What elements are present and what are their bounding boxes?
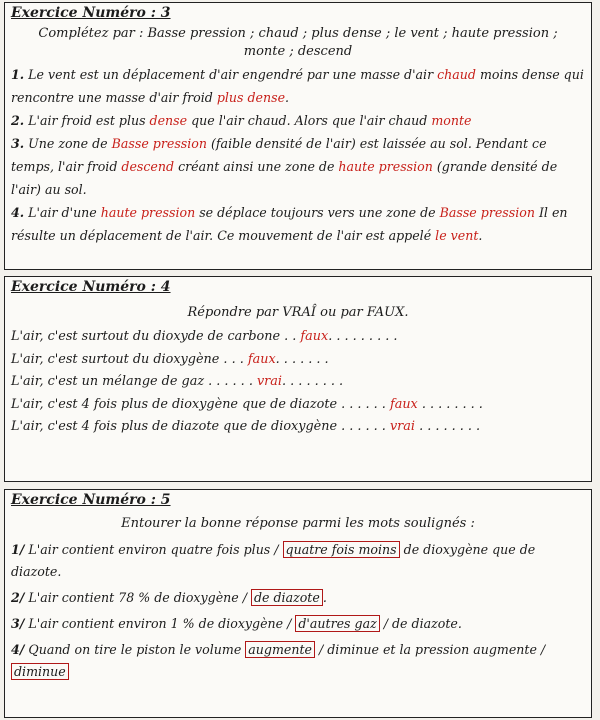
circled-answer: diminue [11,663,69,680]
statement-text: L'air, c'est surtout du dioxygène . . . [11,351,248,367]
answer-word: vrai [389,419,416,434]
exercise-4-title: Exercice Numéro : 4 [11,279,171,295]
sentence-4 [11,201,585,247]
true-false-row [11,394,585,417]
choice-sentence-3 [11,613,585,635]
answer-word: Basse pression [111,136,207,151]
statement-text: L'air, c'est 4 fois plus de dioxygène que de diazote . . . . . . [11,396,390,412]
sentence-3 [11,132,585,201]
sentence-text: (grande densité de l'air) au sol. [11,159,558,197]
statement-text: L'air, c'est 4 fois plus de diazote que de dioxygène . . . . . . [11,419,390,434]
true-false-row [11,326,585,349]
exercise-3-title: Exercice Numéro : 3 [11,5,171,21]
answer-word: faux [389,396,418,412]
answer-word: dense [149,113,188,128]
sentence-number: 3/ [11,616,25,631]
sentence-text: Quand on tire le piston le volume [24,642,246,657]
sentence-number: 2/ [11,590,25,605]
exercise-3-instruction [11,25,585,61]
choice-sentence-2 [11,587,585,609]
sentence-text: se déplace toujours vers une zone de [195,205,440,220]
sentence-text: que l'air chaud. Alors que l'air chaud [187,113,432,128]
sentence-text: L'air contient environ 1 % de dioxygène / [24,616,296,631]
sentence-text: Il en résulte un déplacement de l'air. Ce mouvement de l'air est appelé [11,205,568,243]
circled-answer: de diazote [251,589,323,606]
choice-sentence-4 [11,639,585,683]
sentence-text: L'air contient 78 % de dioxygène / [24,590,251,605]
sentence-text: (faible densité de l'air) est laissée au sol. Pendant ce temps, l'air froid [11,136,547,174]
statement-text: L'air, c'est surtout du dioxyde de carbone . . [11,329,301,344]
answer-word: chaud [437,67,476,82]
instruction-line-2: monte ; descend [243,44,353,59]
sentence-text: / diminue et la pression augmente / [314,642,546,657]
sentence-number: 1. [11,67,25,82]
answer-word: haute pression [338,159,433,174]
true-false-row [11,349,585,372]
true-false-row [11,416,585,439]
sentence-number: 1/ [11,542,25,557]
sentence-number: 3. [11,136,25,151]
answer-word: monte [431,113,472,128]
answer-word: plus dense [216,90,286,105]
exercise-3-box [4,2,592,270]
answer-dots: . . . . . . . . [415,419,481,434]
sentence-1 [11,63,585,109]
sentence-text: L'air froid est plus [24,113,150,128]
sentence-2 [11,109,585,132]
sentence-text: créant ainsi une zone de [174,159,339,174]
answer-word: Basse pression [439,205,535,220]
true-false-row [11,371,585,394]
exercise-5-instruction: Entourer la bonne réponse parmi les mots soulignés : [121,516,475,531]
answer-dots: . . . . . . . [275,351,329,367]
statement-text: L'air, c'est un mélange de gaz . . . . . . [11,374,257,389]
exercise-4-instruction: Répondre par VRAÎ ou par FAUX. [187,305,409,320]
circled-answer: augmente [245,641,315,658]
answer-dots: . . . . . . . . . [328,329,398,344]
answer-word: vrai [256,374,283,389]
sentence-text: / de diazote. [379,616,462,631]
answer-dots: . . . . . . . . [417,396,483,412]
answer-dots: . . . . . . . . [282,374,344,389]
sentence-text: Le vent est un déplacement d'air engendré par une masse d'air [24,67,438,82]
sentence-text: de dioxygène que de diazote. [11,542,536,579]
exercise-5-title: Exercice Numéro : 5 [11,492,171,508]
sentence-text: . [478,228,483,243]
exercise-4-box [4,276,592,482]
sentence-text: . [322,590,327,605]
answer-word: le vent [435,228,479,243]
answer-word: faux [247,351,276,367]
exercise-5-box [4,489,592,718]
sentence-number: 2. [11,113,25,128]
sentence-number: 4/ [11,642,25,657]
sentence-text: . [285,90,290,105]
instruction-line-1: Complétez par : Basse pression ; chaud ; plus dense ; le vent ; haute pression ; [38,26,558,41]
choice-sentence-1 [11,539,585,583]
answer-word: faux [300,329,329,344]
sentence-text: L'air contient environ quatre fois plus / [24,542,283,557]
sentence-text: L'air d'une [24,205,101,220]
answer-word: haute pression [100,205,196,220]
answer-word: descend [121,159,175,174]
sentence-text: Une zone de [24,136,112,151]
circled-answer: quatre fois moins [283,541,400,558]
sentence-text: moins dense qui rencontre une masse d'air froid [11,67,584,105]
sentence-number: 4. [11,205,25,220]
circled-answer: d'autres gaz [295,615,379,632]
